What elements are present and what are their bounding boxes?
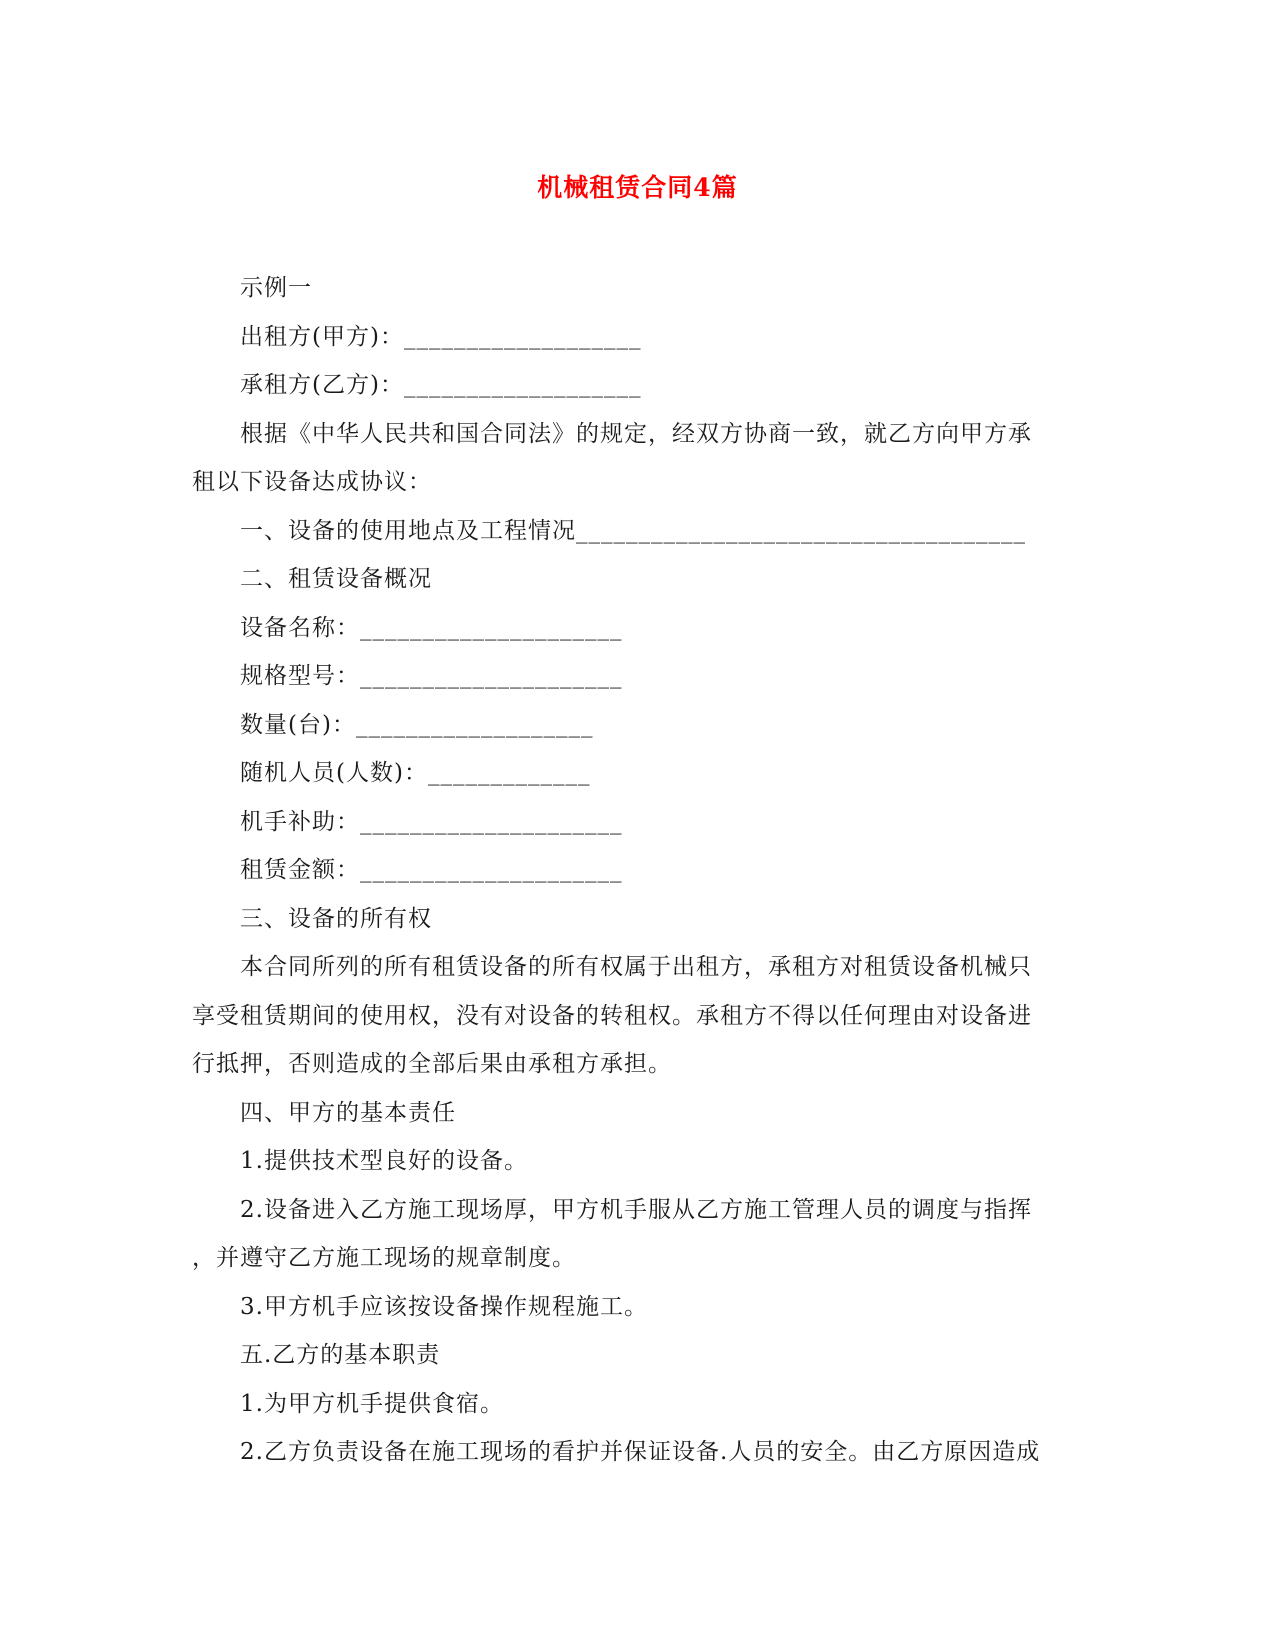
clause-2-heading: 二、租赁设备概况: [240, 566, 432, 592]
clause-1-location: 一、设备的使用地点及工程情况____________________________________: [240, 517, 1026, 544]
preamble-paragraph-line-1: 根据《中华人民共和国合同法》的规定，经双方协商一致，就乙方向甲方承: [240, 420, 1032, 447]
ownership-paragraph-line-2: 享受租赁期间的使用权，没有对设备的转租权。承租方不得以任何理由对设备进: [192, 1002, 1032, 1029]
equipment-name-field: 设备名称：_____________________: [240, 614, 623, 641]
preamble-paragraph-line-2: 租以下设备达成协议：: [192, 469, 432, 495]
clause-5-heading: 五.乙方的基本职责: [240, 1342, 441, 1368]
accompanying-staff-field: 随机人员(人数)：_____________: [240, 760, 591, 786]
section-heading-example-one: 示例一: [240, 275, 312, 301]
party-b-duty-1: 1.为甲方机手提供食宿。: [240, 1390, 504, 1417]
rental-amount-field: 租赁金额：_____________________: [240, 857, 623, 883]
party-b-duty-2-line-1: 2.乙方负责设备在施工现场的看护并保证设备.人员的安全。由乙方原因造成: [240, 1439, 1041, 1465]
operator-subsidy-field: 机手补助：_____________________: [240, 808, 623, 835]
quantity-field: 数量(台)：___________________: [240, 711, 594, 738]
ownership-paragraph-line-3: 行抵押，否则造成的全部后果由承租方承担。: [192, 1051, 672, 1077]
party-a-duty-3: 3.甲方机手应该按设备操作规程施工。: [240, 1293, 648, 1320]
ownership-paragraph-line-1: 本合同所列的所有租赁设备的所有权属于出租方，承租方对租赁设备机械只: [240, 954, 1032, 980]
clause-4-heading: 四、甲方的基本责任: [240, 1099, 456, 1126]
lessor-field: 出租方(甲方)：___________________: [240, 323, 642, 350]
clause-3-heading: 三、设备的所有权: [240, 905, 432, 932]
lessee-field: 承租方(乙方)：___________________: [240, 372, 642, 398]
model-spec-field: 规格型号：_____________________: [240, 663, 623, 689]
document-body: [192, 264, 1084, 1477]
party-a-duty-2-line-2: ，并遵守乙方施工现场的规章制度。: [192, 1245, 576, 1271]
document-title: 机械租赁合同4篇: [537, 173, 738, 202]
party-a-duty-2-line-1: 2.设备进入乙方施工现场厚，甲方机手服从乙方施工管理人员的调度与指挥: [240, 1196, 1032, 1223]
party-a-duty-1: 1.提供技术型良好的设备。: [240, 1148, 528, 1174]
